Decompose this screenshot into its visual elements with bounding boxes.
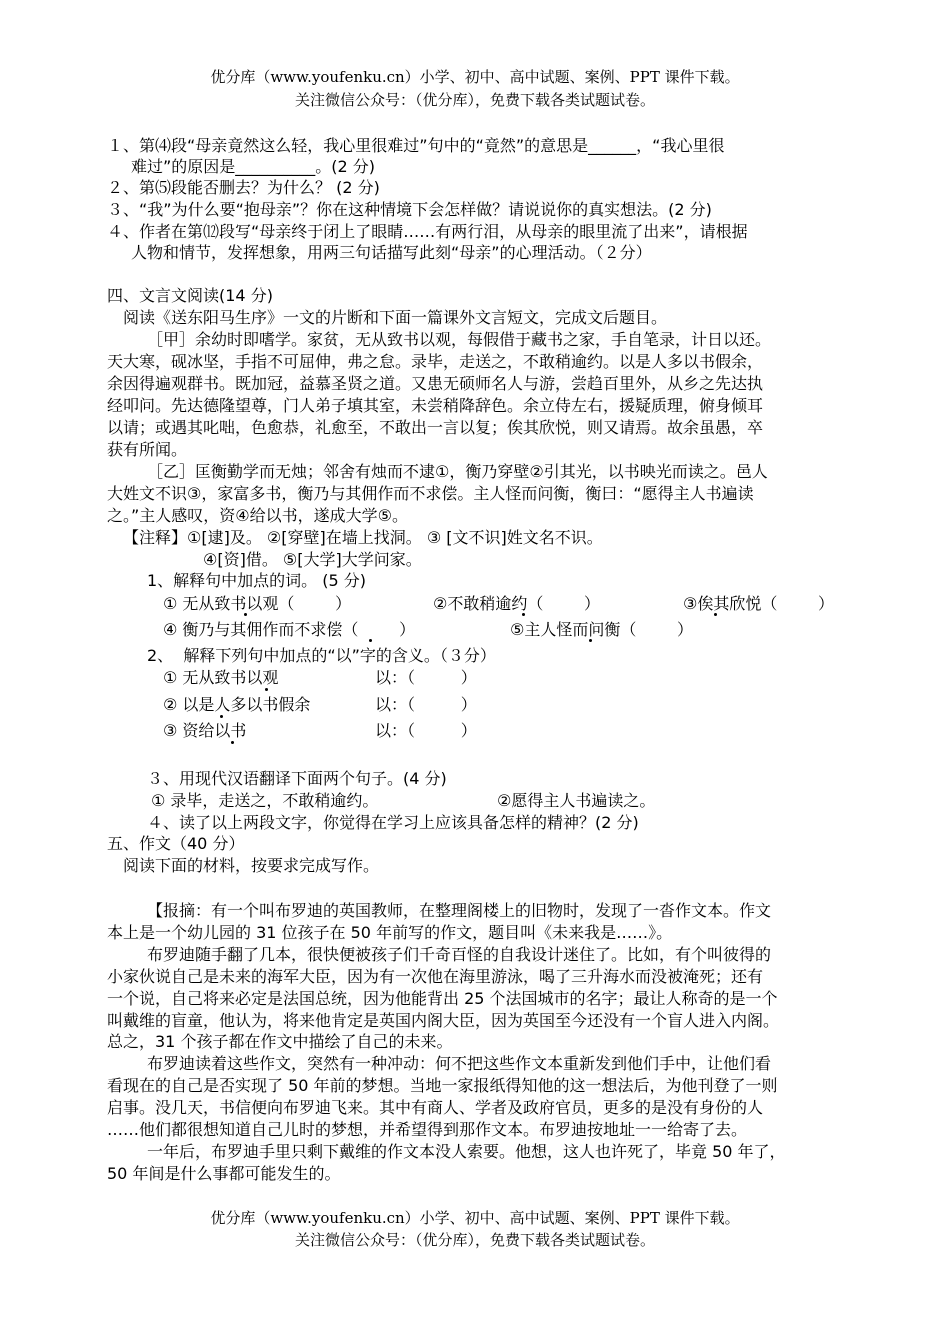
s4-question-2: 2、 解释下列句中加点的“以”字的含义。（３分） [147,646,496,665]
essay-material-line: 布罗迪读着这些作文，突然有一种冲动：何不把这些作文本重新发到他们手中，让他们看 [147,1054,772,1073]
passage-yi-line: ［乙］匡衡勤学而无烛；邻舍有烛而不逮①，衡乃穿壁②引其光，以书映光而读之。邑人 [147,462,768,481]
s4-q2-item: ② 以是人多以书假余 [163,695,311,714]
passage-jia-line: 以请；或遇其叱咄，色愈恭，礼愈至，不敢出一言以复；俟其欣悦，则又请焉。故余虽愚，卒 [107,418,764,437]
s4-q1-item: ③俟其欣悦（ ） [683,594,835,613]
emphasis-dot [220,715,223,718]
passage-jia-line: 获有所闻。 [107,440,188,459]
passage-yi-line: 大姓文不识③，家富多书，衡乃与其佣作而不求偿。主人怪而问衡，衡曰：“愿得主人书遍读 [107,484,754,503]
essay-material-line: 【报摘：有一个叫布罗迪的英国教师，在整理阁楼上的旧物时，发现了一沓作文本。作文 [147,901,772,920]
section-4-intro: 阅读《送东阳马生序》一文的片断和下面一篇课外文言短文，完成文后题目。 [123,308,668,327]
passage-jia-line: 余因得遍观群书。既加冠，益慕圣贤之道。又患无硕师名人与游，尝趋百里外，从乡之先达执 [107,374,764,393]
s4-q1-item: ⑤主人怪而问衡（ ） [510,620,694,639]
essay-material-line: 一个说，自己将来必定是法国总统，因为他能背出 25 个法国城市的名字；最让人称奇的是一个 [107,989,778,1008]
s4-q2-answer: 以：（ ） [375,695,477,714]
question-4-line-2: 人物和情节，发挥想象，用两三句话描写此刻“母亲”的心理活动。（２分） [131,243,652,262]
s4-q1-item: ④ 衡乃与其佣作而不求偿（ ） [163,620,416,639]
s4-question-3: ３、用现代汉语翻译下面两个句子。(4 分) [147,769,447,788]
header-line-2: 关注微信公众号：（优分库），免费下载各类试题试卷。 [294,91,655,109]
question-4-line-1: ４、作者在第⑿段写“母亲终于闭上了眼睛……有两行泪，从母亲的眼里流了出来”，请根据 [107,222,748,241]
s4-q3-sentence-2: ②愿得主人书遍读之。 [497,791,656,810]
s4-q1-item: ① 无从致书以观（ ） [163,594,352,613]
passage-yi-line: 之。”主人感叹，资④给以书，遂成大学⑤。 [107,506,408,525]
essay-material-line: ……他们都很想知道自己儿时的梦想，并希望得到那作文本。布罗迪按地址一一给寄了去。 [107,1120,748,1139]
notes-line-1: 【注释】①[逮]及。 ②[穿壁]在墙上找洞。 ③ [文不识]姓文名不识。 [123,528,603,547]
essay-material-line: 布罗迪随手翻了几本，很快便被孩子们千奇百怪的自我设计迷住了。比如，有个叫彼得的 [147,945,772,964]
passage-jia-line: 天大寒，砚冰坚，手指不可屈伸，弗之怠。录毕，走送之，不敢稍逾约。以是人多以书假余， [107,352,764,371]
s4-question-4: ４、读了以上两段文字，你觉得在学习上应该具备怎样的精神？(2 分) [147,813,639,832]
s4-question-1: 1、解释句中加点的词。 (5 分) [147,571,367,590]
emphasis-dot [714,613,717,616]
essay-material-line: 看现在的自己是否实现了 50 年前的梦想。当地一家报纸得知他的这一想法后，为他刊登了一则 [107,1076,778,1095]
emphasis-dot [589,639,592,642]
essay-material-line: 一年后，布罗迪手里只剩下戴维的作文本没人索要。他想，这人也许死了，毕竟 50 年了， [147,1142,786,1161]
essay-material-line: 50 年间是什么事都可能发生的。 [107,1164,341,1183]
passage-jia-line: ［甲］余幼时即嗜学。家贫，无从致书以观，每假借于藏书之家，手自笔录，计日以还。 [147,330,772,349]
footer-line-2: 关注微信公众号：（优分库），免费下载各类试题试卷。 [294,1231,655,1249]
section-4-title: 四、文言文阅读(14 分) [107,286,273,305]
essay-material-line: 本上是一个幼儿园的 31 位孩子在 50 年前写的作文，题目叫《未来我是……》。 [107,923,673,942]
emphasis-dot [244,613,247,616]
s4-q2-answer: 以：（ ） [375,668,477,687]
s4-q2-item: ③ 资给以书 [163,721,247,740]
emphasis-dot [265,688,268,691]
header-line-1: 优分库（www.youfenku.cn）小学、初中、高中试题、案例、PPT 课件下载。 [210,68,740,86]
s4-q3-sentence-1: ① 录毕，走送之，不敢稍逾约。 [151,791,379,810]
essay-material-line: 总之，31 个孩子都在作文中描绘了自己的未来。 [107,1032,453,1051]
emphasis-dot [369,639,372,642]
essay-material-line: 启事。没几天，书信便向布罗迪飞来。其中有商人、学者及政府官员，更多的是没有身份的人 [107,1098,764,1117]
s4-q2-item: ① 无从致书以观 [163,668,279,687]
essay-material-line: 小家伙说自己是未来的海军大臣，因为有一次他在海里游泳，喝了三升海水而没被淹死；还有 [107,967,764,986]
s4-q1-item: ②不敢稍逾约（ ） [433,594,601,613]
question-1-line-2: 难过”的原因是__________。(2 分) [131,157,376,176]
emphasis-dot [522,613,525,616]
s4-q2-answer: 以：（ ） [375,721,477,740]
notes-line-2: ④[资]借。 ⑤[大学]大学问家。 [203,550,422,569]
question-2: ２、第⑸段能否删去？为什么？ (2 分) [107,178,380,197]
question-3: ３、“我”为什么要“抱母亲”？你在这种情境下会怎样做？请说说你的真实想法。(2 分) [107,200,712,219]
question-1-line-1: １、第⑷段“母亲竟然这么轻，我心里很难过”句中的“竟然”的意思是______，“我心里很 [107,136,725,155]
passage-jia-line: 经叩问。先达德隆望尊，门人弟子填其室，未尝稍降辞色。余立侍左右，援疑质理，俯身倾耳 [107,396,764,415]
emphasis-dot [231,741,234,744]
footer-line-1: 优分库（www.youfenku.cn）小学、初中、高中试题、案例、PPT 课件下载。 [210,1209,740,1227]
section-5-intro: 阅读下面的材料，按要求完成写作。 [123,856,380,875]
essay-material-line: 叫戴维的盲童，他认为，将来他肯定是英国内阁大臣，因为英国至今还没有一个盲人进入内阁。 [107,1011,780,1030]
section-5-title: 五、作文（40 分） [107,834,245,853]
